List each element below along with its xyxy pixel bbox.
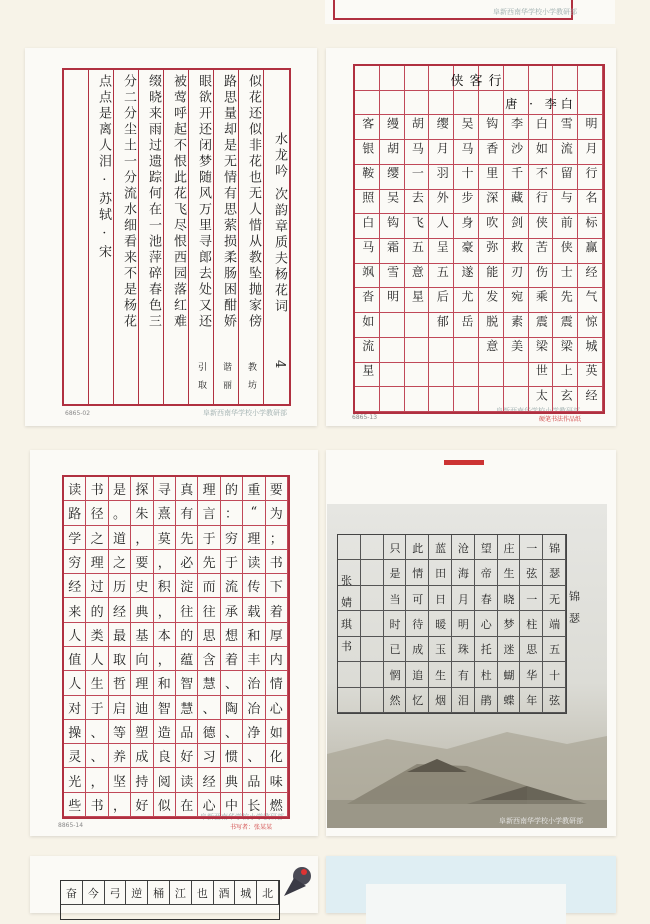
poem-column: 吴马十步身豪遂尤岳	[459, 117, 474, 340]
poem-char: 时	[389, 617, 401, 631]
poem-char: 成	[412, 643, 424, 657]
poem-char: 烟	[435, 694, 447, 708]
grid-cell: 思	[198, 623, 220, 647]
grid-cell	[361, 560, 384, 585]
grid-cell: 、	[86, 720, 108, 744]
grid-cell: 些	[64, 793, 86, 817]
poem-char: 蝶	[503, 694, 515, 708]
poem-char: 思	[526, 643, 538, 657]
poem-column: 胡马一去飞五意星	[410, 117, 425, 316]
sheet-code: 6865-02	[65, 410, 91, 417]
grid-cell: “	[243, 501, 265, 525]
annotation: 教 坊	[246, 362, 256, 392]
grid-cell: 道	[109, 526, 131, 550]
grid-cell: 人	[86, 647, 108, 671]
poem-char: 迷	[503, 643, 515, 657]
grid-cell: 和	[243, 623, 265, 647]
grid-cell: 如	[266, 720, 288, 744]
grid-cell: 江	[170, 881, 192, 905]
grid-cell: 取	[109, 647, 131, 671]
grid-cell: 穷	[221, 526, 243, 550]
sheet6-inner	[366, 884, 566, 924]
sheet4-grid	[337, 534, 567, 714]
grid-cell: 也	[192, 881, 214, 905]
grid-cell: ，	[154, 550, 176, 574]
grid-cell	[361, 611, 384, 636]
grid-cell: 冶	[243, 696, 265, 720]
grid-cell: ，	[131, 526, 153, 550]
grid-cell: 净	[243, 720, 265, 744]
poem-char: 一	[526, 541, 538, 555]
grid-cell: 想	[221, 623, 243, 647]
poem-char: 弦	[549, 694, 561, 708]
grid-cell	[361, 662, 384, 687]
grid-cell: 是	[109, 477, 131, 501]
grid-cell: 、	[221, 671, 243, 695]
grid-cell: 载	[243, 598, 265, 622]
poem-char: 有	[457, 668, 469, 682]
poem-author: 唐 · 李白	[505, 96, 577, 111]
grid-cell: 智	[154, 696, 176, 720]
grid-cell: 过	[86, 574, 108, 598]
poem-char: 杜	[480, 668, 492, 682]
grid-cell: 德	[198, 720, 220, 744]
grid-cell: 学	[64, 526, 86, 550]
grid-cell: 书	[86, 477, 108, 501]
poem-char: 沧	[457, 541, 469, 555]
grid-cell	[454, 91, 479, 116]
grid-cell	[553, 66, 578, 91]
grid-cell: 来	[64, 598, 86, 622]
grid-cell: 读	[243, 550, 265, 574]
grid-cell: 燃	[266, 793, 288, 817]
sheet1-frame	[62, 68, 291, 406]
grid-cell: 言	[198, 501, 220, 525]
grid-cell: 理	[198, 477, 220, 501]
poem-char: 日	[435, 592, 447, 606]
grid-cell	[361, 586, 384, 611]
poem-column: 似花还似非花也无人惜从教坠抛家傍	[246, 74, 261, 330]
grid-cell	[338, 535, 361, 560]
signature-seal-word: 锦瑟	[569, 590, 580, 625]
grid-cell: 心	[198, 793, 220, 817]
grid-cell: 持	[131, 768, 153, 792]
poem-column: 被莺呼起不恨此花飞尽恨西园落红难	[171, 74, 186, 330]
grid-cell: 操	[64, 720, 86, 744]
poem-char: 暖	[435, 617, 447, 631]
grid-cell	[405, 66, 430, 91]
poem-char: 待	[412, 617, 424, 631]
poem-char: 情	[412, 567, 424, 581]
grid-cell: 厚	[266, 623, 288, 647]
grid-cell: 品	[176, 720, 198, 744]
grid-cell: 习	[198, 744, 220, 768]
grid-cell: 向	[131, 647, 153, 671]
sheet-code: 8865-14	[58, 822, 84, 829]
watermark: 阜新西南华学校小学教研部	[499, 817, 583, 825]
grid-cell: 先	[198, 550, 220, 574]
poem-char: 忆	[412, 694, 424, 708]
grid-cell: 积	[154, 574, 176, 598]
annotation: 谐 丽	[221, 362, 231, 392]
grid-cell: 好	[176, 744, 198, 768]
grid-cell: 智	[176, 671, 198, 695]
grid-cell: 慧	[176, 696, 198, 720]
grid-cell: 历	[109, 574, 131, 598]
grid-cell: 生	[86, 671, 108, 695]
poem-char: 当	[389, 592, 401, 606]
grid-cell: 往	[198, 598, 220, 622]
grid-cell: 启	[109, 696, 131, 720]
poem-title: 侠客行	[450, 74, 508, 89]
poem-char: 庄	[503, 541, 515, 555]
grid-cell: 着	[221, 647, 243, 671]
grid-cell: 本	[154, 623, 176, 647]
grid-cell: 穷	[64, 550, 86, 574]
grid-cell: 而	[198, 574, 220, 598]
grid-cell: 先	[176, 526, 198, 550]
grid-cell: 坚	[109, 768, 131, 792]
grid-cell: 情	[266, 671, 288, 695]
grid-cell: 经	[109, 598, 131, 622]
poem-char: 柱	[526, 617, 538, 631]
grid-cell: 光	[64, 768, 86, 792]
poem-char: 锦	[549, 541, 561, 555]
calligraphy-sheet-5	[30, 856, 318, 913]
sheet3-grid	[62, 475, 290, 819]
grid-cell: 理	[131, 671, 153, 695]
grid-cell: 着	[266, 598, 288, 622]
grid-cell: 慧	[198, 671, 220, 695]
grid-cell: 基	[131, 623, 153, 647]
poem-char: 生	[503, 567, 515, 581]
grid-cell: 承	[221, 598, 243, 622]
poem-char: 玉	[435, 643, 447, 657]
grid-cell: 治	[243, 671, 265, 695]
poem-char: 此	[412, 541, 424, 555]
grid-cell: 传	[243, 574, 265, 598]
grid-cell: 要	[266, 477, 288, 501]
grid-cell: ，	[86, 768, 108, 792]
grid-cell	[380, 91, 405, 116]
grid-cell: 于	[198, 526, 220, 550]
grid-cell: 流	[221, 574, 243, 598]
grid-cell: ，	[154, 647, 176, 671]
poem-char: 可	[412, 592, 424, 606]
poem-column: 缀晓来雨过遗踪何在一池萍碎春色三	[146, 74, 161, 330]
grid-cell: 含	[198, 647, 220, 671]
poem-char: 已	[389, 643, 401, 657]
poem-char: 心	[480, 617, 492, 631]
watermark: 阜新西南华学校小学教研部	[493, 8, 577, 16]
grid-cell: 理	[243, 526, 265, 550]
grid-cell: 读	[64, 477, 86, 501]
grid-cell: 淀	[176, 574, 198, 598]
grid-cell: 读	[176, 768, 198, 792]
poem-char: 帝	[480, 567, 492, 581]
signature-name-3: 琪	[341, 618, 352, 631]
grid-cell: 养	[109, 744, 131, 768]
signature-name-4: 书	[341, 640, 352, 653]
annotation: 引 取	[196, 362, 206, 392]
grid-cell: 探	[131, 477, 153, 501]
previous-sheet-strip	[325, 0, 615, 24]
grid-cell: 的	[221, 477, 243, 501]
poem-char: 托	[480, 643, 492, 657]
poem-column: 李沙千藏剑救刃宛素美	[509, 117, 524, 365]
poem-column: 雪流留与前侠士先震梁上玄	[559, 117, 574, 414]
grid-cell: 在	[176, 793, 198, 817]
paper-stamp: 硬笔书法作品纸	[539, 416, 582, 423]
signature-name-2: 婧	[341, 596, 352, 609]
grid-cell: 典	[221, 768, 243, 792]
grid-cell: ；	[266, 526, 288, 550]
watermark: 阜新西南华学校小学教研部	[200, 813, 284, 821]
grid-cell: 灵	[64, 744, 86, 768]
grid-cell: 成	[131, 744, 153, 768]
grid-cell: 经	[64, 574, 86, 598]
grid-cell: 塑	[131, 720, 153, 744]
poem-char: 春	[480, 592, 492, 606]
grid-cell: 酒	[214, 881, 236, 905]
watermark: 阜新西南华学校小学教研部	[496, 407, 580, 415]
grid-cell: 人	[64, 671, 86, 695]
poem-char: 只	[389, 541, 401, 555]
grid-cell: 书	[86, 793, 108, 817]
grid-cell	[361, 637, 384, 662]
grid-cell: 之	[86, 526, 108, 550]
red-tab	[444, 460, 484, 465]
poem-column: 缨月羽外人呈五后郁	[435, 117, 450, 340]
grid-cell	[361, 535, 384, 560]
grid-cell: 造	[154, 720, 176, 744]
grid-cell: 的	[86, 598, 108, 622]
grid-cell: 之	[109, 550, 131, 574]
bird-illustration	[280, 856, 320, 913]
grid-cell	[355, 66, 380, 91]
sheet-code: 6865-13	[352, 414, 378, 421]
poem-char: 蓝	[435, 541, 447, 555]
grid-cell	[578, 66, 603, 91]
grid-cell: 奋	[61, 881, 83, 905]
grid-cell: 心	[266, 696, 288, 720]
poem-char: 田	[435, 567, 447, 581]
grid-cell: 、	[243, 744, 265, 768]
grid-cell: 中	[221, 793, 243, 817]
grid-cell: 朱	[131, 501, 153, 525]
sheet2-grid	[353, 64, 605, 414]
poem-column: 钩香里深吹弥能发脱意	[484, 117, 499, 365]
poem-char: 然	[389, 694, 401, 708]
grid-cell: 内	[266, 647, 288, 671]
poem-column: 白如不行侠苦伤乘震梁世太	[534, 117, 549, 414]
grid-cell: ，	[154, 598, 176, 622]
grid-cell: 、	[198, 696, 220, 720]
grid-cell: 惯	[221, 744, 243, 768]
grid-cell: 品	[243, 768, 265, 792]
poem-char: 弦	[526, 567, 538, 581]
grid-cell: 逆	[126, 881, 148, 905]
poem-char: 惘	[389, 668, 401, 682]
grid-cell: 今	[83, 881, 105, 905]
poem-char: 梦	[503, 617, 515, 631]
sheet-number: 4	[272, 360, 287, 372]
poem-char: 是	[389, 567, 401, 581]
sheet5-grid	[60, 880, 280, 920]
poem-column: 点点是离人泪 · 苏轼 · 宋	[96, 74, 111, 261]
grid-cell: 蕴	[176, 647, 198, 671]
grid-cell: 最	[109, 623, 131, 647]
grid-cell: 书	[266, 550, 288, 574]
grid-cell: 真	[176, 477, 198, 501]
grid-cell: 重	[243, 477, 265, 501]
poem-char: 鹃	[480, 694, 492, 708]
grid-cell: ，	[109, 793, 131, 817]
grid-cell: 、	[221, 720, 243, 744]
poem-char: 五	[549, 643, 561, 657]
landscape-photo	[327, 504, 607, 828]
grid-cell: 良	[154, 744, 176, 768]
grid-cell: 丰	[243, 647, 265, 671]
grid-cell: 有	[176, 501, 198, 525]
poem-char: 蝴	[503, 668, 515, 682]
grid-cell: 下	[266, 574, 288, 598]
grid-cell: 北	[257, 881, 279, 905]
grid-cell	[338, 688, 361, 713]
watermark: 阜新西南华学校小学教研部	[203, 409, 287, 417]
grid-cell	[405, 91, 430, 116]
grid-cell: 城	[235, 881, 257, 905]
grid-cell: 长	[243, 793, 265, 817]
grid-cell: 典	[131, 598, 153, 622]
grid-cell: ：	[221, 501, 243, 525]
grid-cell: 阅	[154, 768, 176, 792]
grid-cell: 。	[109, 501, 131, 525]
poem-column: 缦胡缨吴钩霜雪明	[385, 117, 400, 316]
grid-cell: 莫	[154, 526, 176, 550]
poem-char: 无	[549, 592, 561, 606]
poem-char: 十	[549, 668, 561, 682]
grid-cell: 好	[131, 793, 153, 817]
grid-cell: 值	[64, 647, 86, 671]
poem-char: 华	[526, 668, 538, 682]
poem-char: 端	[549, 617, 561, 631]
grid-cell: 等	[109, 720, 131, 744]
grid-cell: 寻	[154, 477, 176, 501]
poem-char: 生	[435, 668, 447, 682]
writer-stamp: 书写者：张某某	[230, 824, 273, 831]
poem-char: 瑟	[549, 567, 561, 581]
grid-cell: 人	[64, 623, 86, 647]
grid-cell: 味	[266, 768, 288, 792]
poem-char: 晓	[503, 592, 515, 606]
poem-column: 明月行名标赢经气惊城英经	[583, 117, 598, 414]
grid-cell: 于	[86, 696, 108, 720]
grid-cell: 化	[266, 744, 288, 768]
grid-cell: 似	[154, 793, 176, 817]
poem-column: 眼欲开还闭梦随风万里寻郎去处又还	[196, 74, 211, 330]
grid-cell: 陶	[221, 696, 243, 720]
grid-cell: 和	[154, 671, 176, 695]
poem-column: 路思量却是无情有思萦损柔肠困酣娇	[221, 74, 236, 330]
grid-cell: 路	[64, 501, 86, 525]
grid-cell: 为	[266, 501, 288, 525]
grid-cell: 径	[86, 501, 108, 525]
poem-column: 分二分尘土一分流水细看来不是杨花	[121, 74, 136, 330]
poem-char: 望	[480, 541, 492, 555]
grid-cell: 于	[221, 550, 243, 574]
grid-cell: 史	[131, 574, 153, 598]
grid-cell: 往	[176, 598, 198, 622]
poem-char: 一	[526, 592, 538, 606]
poem-column: 客银鞍照白马飒沓如流星	[360, 117, 375, 390]
grid-cell: 经	[198, 768, 220, 792]
grid-cell: 熹	[154, 501, 176, 525]
poem-char: 明	[457, 617, 469, 631]
grid-cell: 弓	[105, 881, 127, 905]
grid-cell: 类	[86, 623, 108, 647]
grid-cell: 要	[131, 550, 153, 574]
grid-cell: 迪	[131, 696, 153, 720]
grid-cell	[355, 91, 380, 116]
calligraphy-sheet-6	[326, 856, 616, 913]
grid-cell	[361, 688, 384, 713]
grid-cell	[380, 66, 405, 91]
grid-cell: 理	[86, 550, 108, 574]
signature-name-1: 张	[341, 574, 352, 587]
poem-char: 海	[457, 567, 469, 581]
grid-cell: 哲	[109, 671, 131, 695]
grid-cell: 对	[64, 696, 86, 720]
grid-cell: 的	[176, 623, 198, 647]
poem-char: 年	[526, 694, 538, 708]
grid-cell	[429, 91, 454, 116]
grid-cell	[529, 66, 554, 91]
poem-char: 珠	[457, 643, 469, 657]
grid-cell	[338, 662, 361, 687]
grid-cell: 必	[176, 550, 198, 574]
poem-char: 泪	[457, 694, 469, 708]
poem-title: 水龙吟 次韵章质夫杨花词	[272, 132, 287, 316]
grid-cell: 、	[86, 744, 108, 768]
poem-char: 追	[412, 668, 424, 682]
grid-cell: 桶	[148, 881, 170, 905]
poem-char: 月	[457, 592, 469, 606]
